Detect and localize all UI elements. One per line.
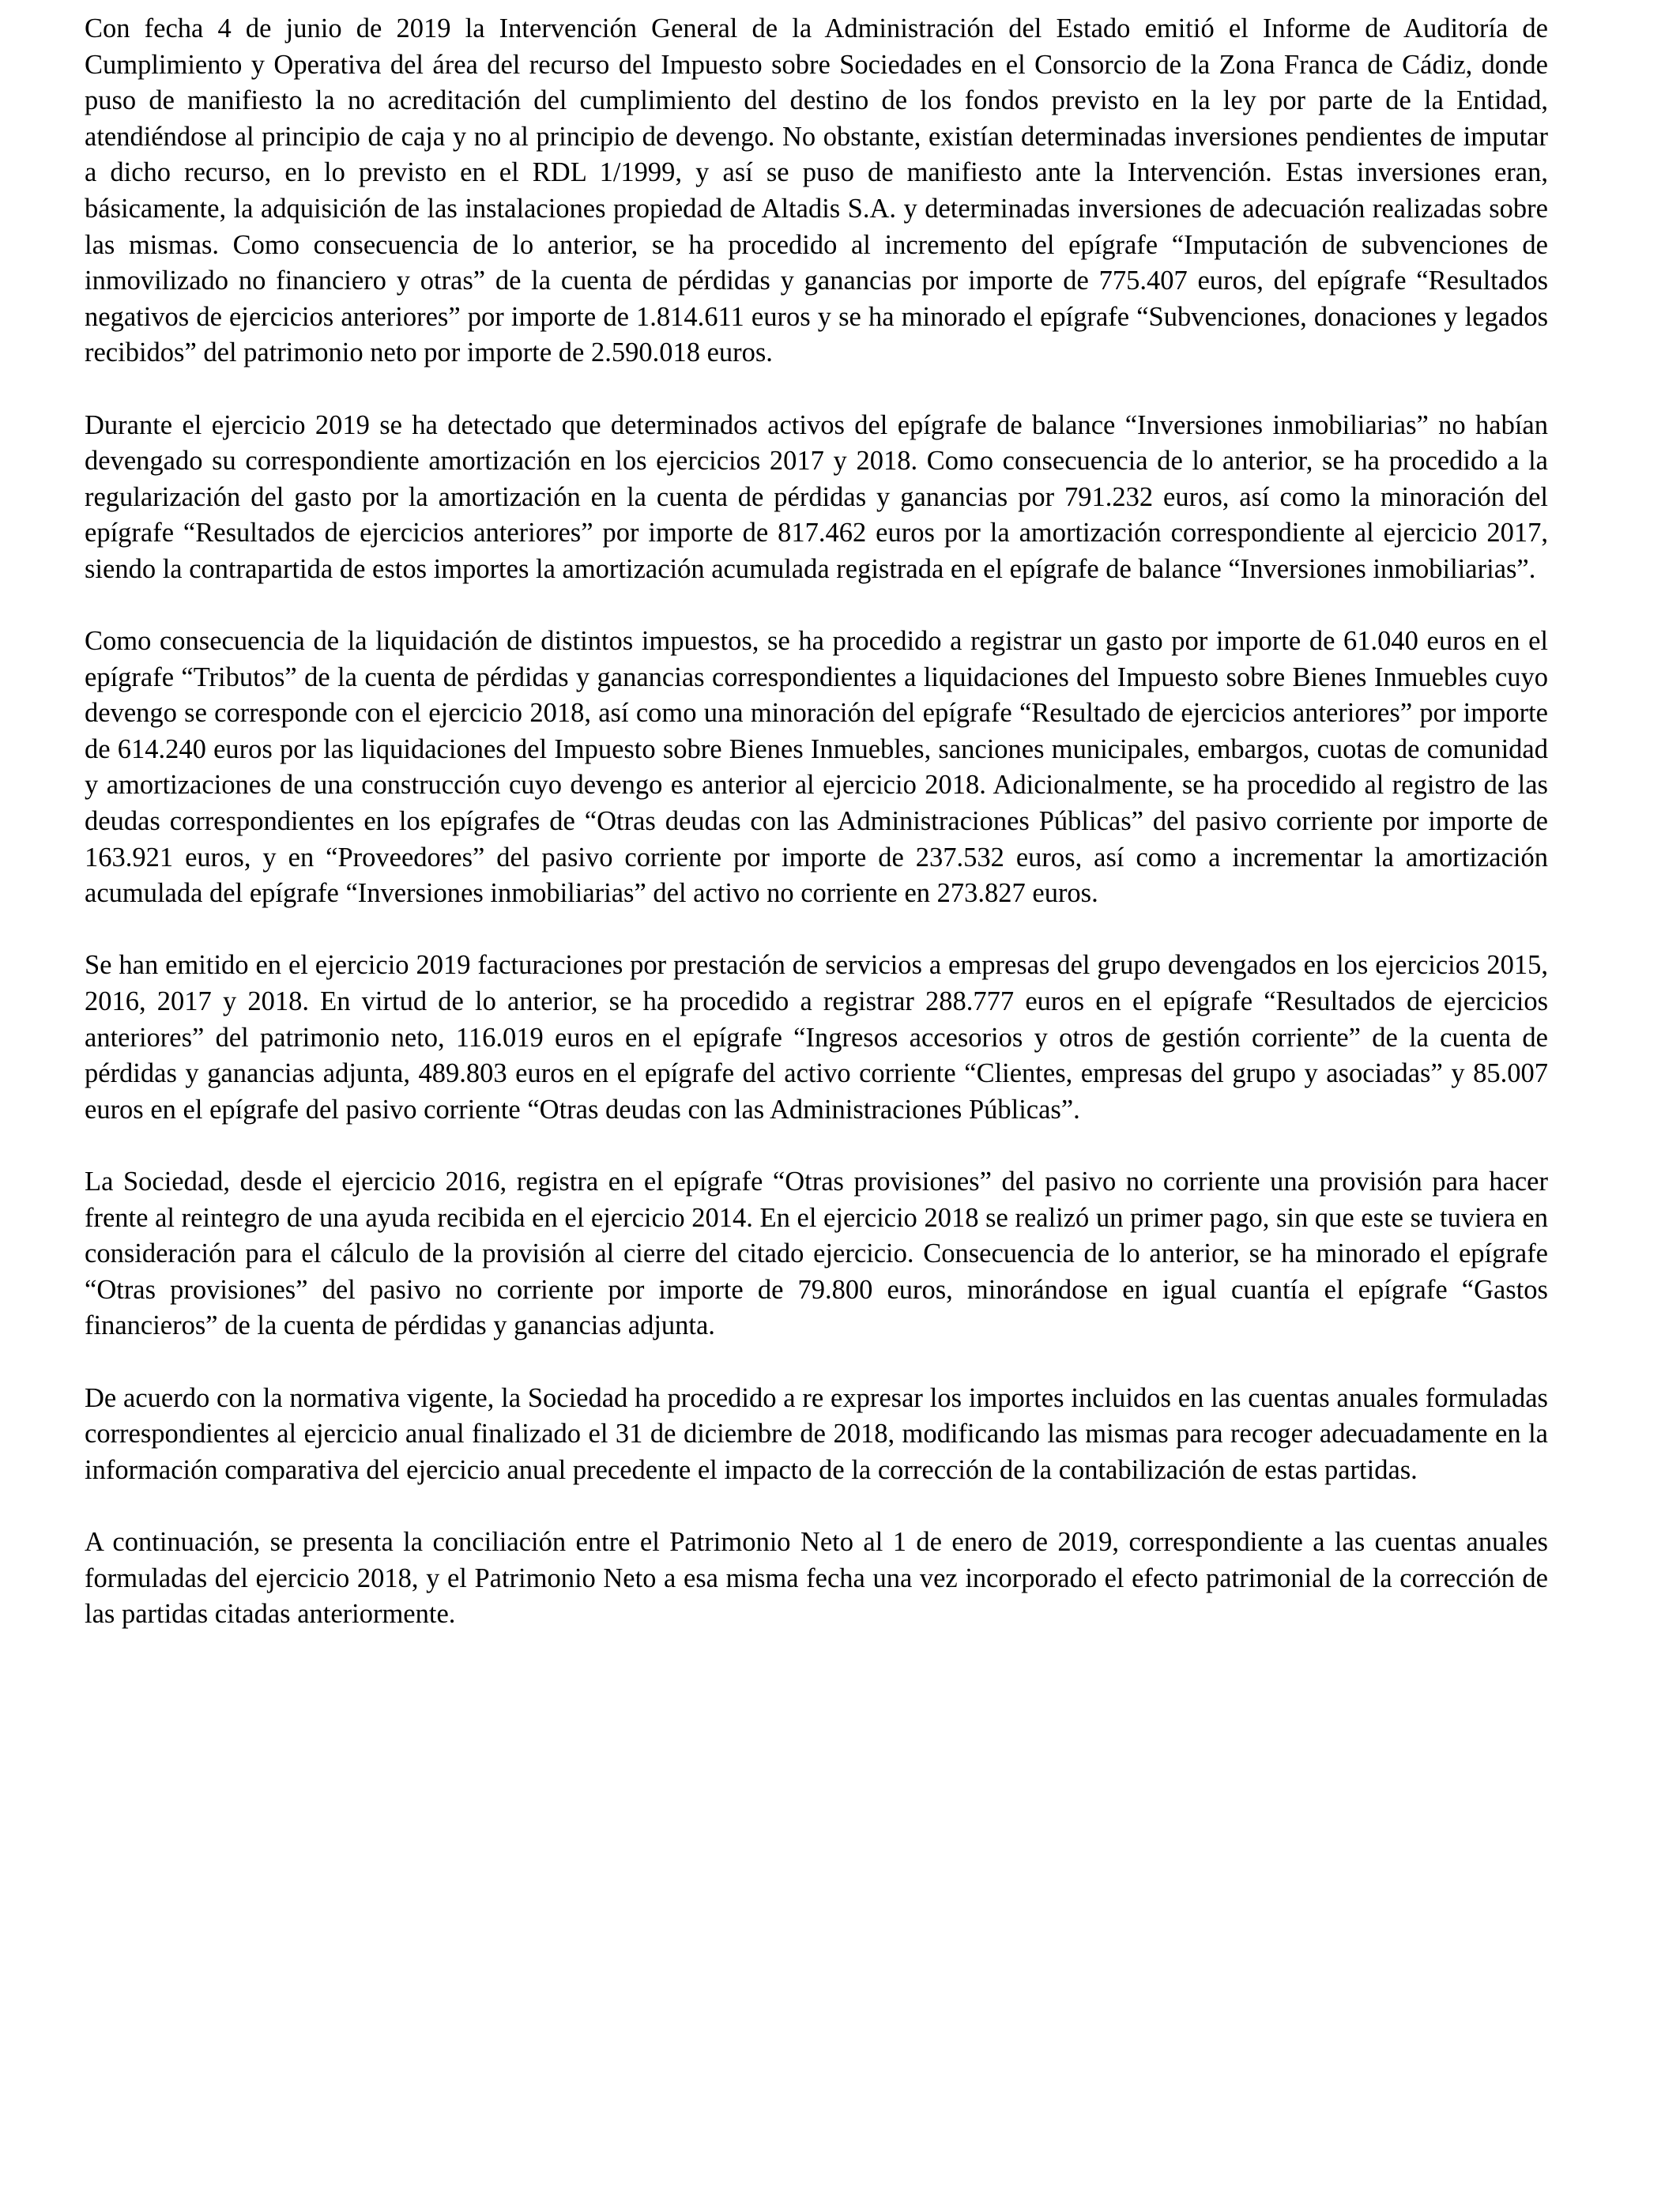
document-page bbox=[85, 11, 1548, 1668]
paragraph-equity-reconciliation: A continuación, se presenta la conciliación entre el Patrimonio Neto al 1 de enero de 2019, correspondiente a las cuentas anuales formuladas del ejercicio 2018, y el Patrimonio Neto a esa misma fecha una vez incorporado el efecto patrimonial de la corrección de las partidas citadas anteriormente. bbox=[85, 1526, 1548, 1630]
paragraph-restatement: De acuerdo con la normativa vigente, la Sociedad ha procedido a re expresar los importes incluidos en las cuentas anuales formuladas correspondientes al ejercicio anual finalizado el 31 de diciembre de 2018, modificando las mismas para recoger adecuadamente en la información comparativa del ejercicio anual precedente el impacto de la corrección de la contabilización de estas partidas. bbox=[85, 1382, 1548, 1485]
paragraph-group-invoicing: Se han emitido en el ejercicio 2019 facturaciones por prestación de servicios a empresas del grupo devengados en los ejercicios 2015, 2016, 2017 y 2018. En virtud de lo anterior, se ha procedido a registrar 288.777 euros en el epígrafe “Resultados de ejercicios anteriores” del patrimonio neto, 116.019 euros en el epígrafe “Ingresos accesorios y otros de gestión corriente” de la cuenta de pérdidas y ganancias adjunta, 489.803 euros en el epígrafe del activo corriente “Clientes, empresas del grupo y asociadas” y 85.007 euros en el epígrafe del pasivo corriente “Otras deudas con las Administraciones Públicas”. bbox=[85, 950, 1548, 1125]
paragraph-igae-audit-report: Con fecha 4 de junio de 2019 la Intervención General de la Administración del Estado emitió el Informe de Auditoría de Cumplimiento y Operativa del área del recurso del Impuesto sobre Sociedades en el Consorcio de la Zona Franca de Cádiz, donde puso de manifiesto la no acreditación del cumplimiento del destino de los fondos previsto en la ley por parte de la Entidad, atendiéndose al principio de caja y no al principio de devengo. No obstante, existían determinadas inversiones pendientes de imputar a dicho recurso, en lo previsto en el RDL 1/1999, y así se puso de manifiesto ante la Intervención. Estas inversiones eran, básicamente, la adquisición de las instalaciones propiedad de Altadis S.A. y determinadas inversiones de adecuación realizadas sobre las mismas. Como consecuencia de lo anterior, se ha procedido al incremento del epígrafe “Imputación de subvenciones de inmovilizado no financiero y otras” de la cuenta de pérdidas y ganancias por importe de 775.407 euros, del epígrafe “Resultados negativos de ejercicios anteriores” por importe de 1.814.611 euros y se ha minorado el epígrafe “Subvenciones, donaciones y legados recibidos” del patrimonio neto por importe de 2.590.018 euros. bbox=[85, 13, 1548, 368]
paragraph-tax-liquidations: Como consecuencia de la liquidación de distintos impuestos, se ha procedido a registrar un gasto por importe de 61.040 euros en el epígrafe “Tributos” de la cuenta de pérdidas y ganancias correspondientes a liquidaciones del Impuesto sobre Bienes Inmuebles cuyo devengo se corresponde con el ejercicio 2018, así como una minoración del epígrafe “Resultado de ejercicios anteriores” por importe de 614.240 euros por las liquidaciones del Impuesto sobre Bienes Inmuebles, sanciones municipales, embargos, cuotas de comunidad y amortizaciones de una construcción cuyo devengo es anterior al ejercicio 2018. Adicionalmente, se ha procedido al registro de las deudas correspondientes en los epígrafes de “Otras deudas con las Administraciones Públicas” del pasivo corriente por importe de 163.921 euros, y en “Proveedores” del pasivo corriente por importe de 237.532 euros, así como a incrementar la amortización acumulada del epígrafe “Inversiones inmobiliarias” del activo no corriente en 273.827 euros. bbox=[85, 626, 1548, 909]
paragraph-amortization-correction: Durante el ejercicio 2019 se ha detectado que determinados activos del epígrafe de balance “Inversiones inmobiliarias” no habían devengado su correspondiente amortización en los ejercicios 2017 y 2018. Como consecuencia de lo anterior, se ha procedido a la regularización del gasto por la amortización en la cuenta de pérdidas y ganancias por 791.232 euros, así como la minoración del epígrafe “Resultados de ejercicios anteriores” por importe de 817.462 euros por la amortización correspondiente al ejercicio 2017, siendo la contrapartida de estos importes la amortización acumulada registrada en el epígrafe de balance “Inversiones inmobiliarias”. bbox=[85, 409, 1548, 584]
paragraph-other-provisions: La Sociedad, desde el ejercicio 2016, registra en el epígrafe “Otras provisiones” del pasivo no corriente una provisión para hacer frente al reintegro de una ayuda recibida en el ejercicio 2014. En el ejercicio 2018 se realizó un primer pago, sin que este se tuviera en consideración para el cálculo de la provisión al cierre del citado ejercicio. Consecuencia de lo anterior, se ha minorado el epígrafe “Otras provisiones” del pasivo no corriente por importe de 79.800 euros, minorándose en igual cuantía el epígrafe “Gastos financieros” de la cuenta de pérdidas y ganancias adjunta. bbox=[85, 1167, 1548, 1341]
